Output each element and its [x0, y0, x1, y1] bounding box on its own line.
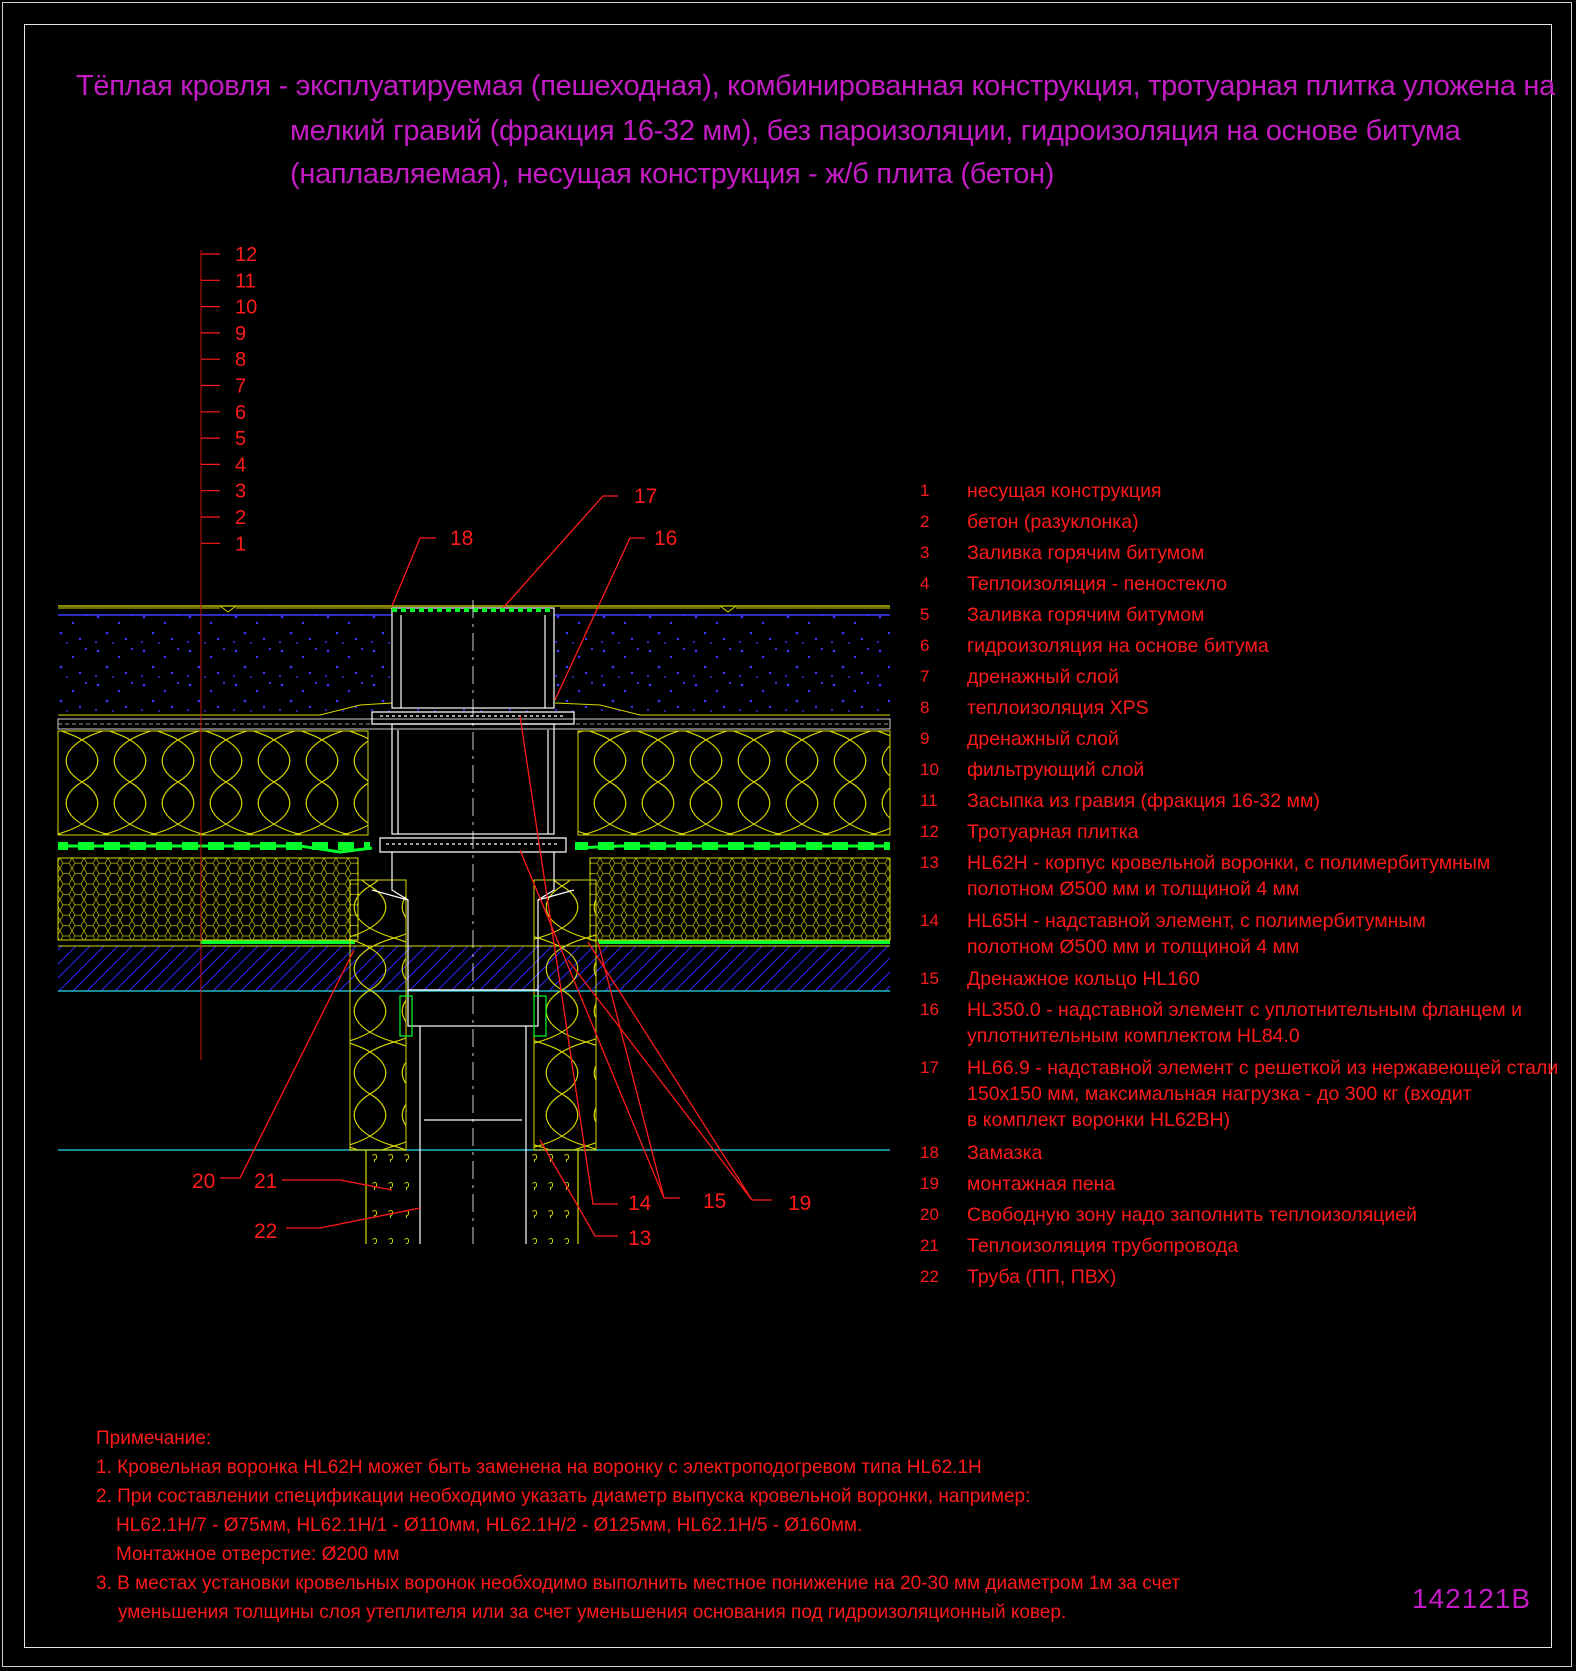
legend-text-line: бетон (разуклонка) [967, 511, 1139, 533]
note-2-examples: HL62.1H/7 - Ø75мм, HL62.1H/1 - Ø110мм, HL62.1H/2 - Ø125мм, HL62.1H/5 - Ø160мм. [116, 1515, 863, 1536]
legend-text-line: дренажный слой [967, 666, 1119, 688]
legend-text-line: Тротуарная плитка [967, 821, 1139, 843]
legend-text-line: Теплоизоляция трубопровода [967, 1235, 1239, 1257]
foamglass-insulation [58, 858, 890, 940]
legend-number: 21 [920, 1236, 939, 1255]
scale-label: 10 [235, 296, 258, 319]
notes-heading: Примечание: [96, 1428, 212, 1449]
legend-text [967, 695, 1149, 721]
legend-number: 18 [920, 1143, 939, 1162]
legend-text-line: уплотнительным комплектом HL84.0 [967, 1025, 1300, 1047]
legend-number: 2 [920, 512, 930, 531]
legend-text-line: 150x150 мм, максимальная нагрузка - до 300 кг (входит [967, 1083, 1472, 1105]
note-3-cont: уменьшения толщины слоя утеплителя или за счет уменьшения основания под гидроизоляционный ковер. [118, 1602, 1067, 1623]
legend-text-line: Теплоизоляция - пеностекло [967, 573, 1228, 595]
legend-text [967, 478, 1162, 504]
scale-label: 6 [235, 401, 247, 424]
legend-number: 11 [920, 791, 938, 810]
callout-19: 19 [788, 1192, 812, 1215]
legend-number: 14 [920, 911, 939, 930]
legend-text [967, 664, 1119, 690]
legend-number: 3 [920, 543, 930, 562]
layer-scale-ticks [201, 254, 220, 543]
legend-text [967, 1140, 1042, 1166]
legend-number: 8 [920, 698, 930, 717]
scale-label: 7 [235, 375, 247, 398]
legend-number: 1 [920, 481, 930, 500]
note-2-hole: Монтажное отверстие: Ø200 мм [116, 1544, 400, 1565]
callout-17: 17 [634, 485, 658, 508]
callout-21: 21 [254, 1170, 278, 1193]
legend-text [967, 1171, 1115, 1197]
legend-text [967, 997, 1522, 1049]
scale-label: 2 [235, 507, 247, 529]
legend-text-line: HL62H - корпус кровельной воронки, с полимербитумным [967, 852, 1491, 874]
note-2: 2. При составлении спецификации необходимо указать диаметр выпуска кровельной воронки, например: [96, 1486, 1031, 1507]
legend-text [967, 1202, 1417, 1228]
title-line-3: (наплавляемая), несущая конструкция - ж/б плита (бетон) [290, 158, 1055, 190]
scale-label: 1 [235, 533, 247, 556]
legend-number: 4 [920, 574, 930, 593]
legend-text-line: HL350.0 - надставной элемент с уплотнительным фланцем и [967, 999, 1523, 1021]
legend-number: 13 [920, 853, 939, 872]
drawing-code: 142121B [1412, 1583, 1532, 1614]
scale-label: 12 [235, 244, 258, 266]
legend-text-line: Дренажное кольцо HL160 [967, 968, 1200, 990]
legend-text-line: дренажный слой [967, 728, 1119, 750]
legend-text [967, 571, 1227, 597]
legend-text-line: Замазка [967, 1142, 1043, 1164]
legend-text-line: в комплект воронки HL62BH) [967, 1109, 1231, 1131]
legend-text [967, 509, 1139, 535]
legend-number: 15 [920, 969, 939, 988]
legend-text-line: полотном Ø500 мм и толщиной 4 мм [967, 878, 1300, 900]
callout-16: 16 [654, 527, 678, 550]
legend-text-line: Труба (ПП, ПВХ) [967, 1266, 1117, 1288]
scale-label: 5 [235, 428, 247, 451]
legend-text [967, 540, 1204, 566]
legend-text-line: фильтрующий слой [967, 759, 1145, 781]
legend-text [967, 1264, 1116, 1290]
legend-text [967, 726, 1119, 752]
legend-number: 9 [920, 729, 930, 748]
legend-number: 6 [920, 636, 930, 655]
legend-number: 7 [920, 667, 930, 686]
scale-label: 3 [235, 480, 247, 503]
legend-text [967, 1233, 1238, 1259]
notes [96, 1424, 1180, 1627]
legend-text [967, 602, 1204, 628]
legend-text-line: Заливка горячим битумом [967, 542, 1205, 564]
legend-text [967, 757, 1144, 783]
legend-text [967, 788, 1320, 814]
legend-text-line: полотном Ø500 мм и толщиной 4 мм [967, 936, 1300, 958]
title-line-2: мелкий гравий (фракция 16-32 мм), без пароизоляции, гидроизоляция на основе битума [290, 115, 1461, 147]
legend-text [967, 819, 1139, 845]
legend-text-line: монтажная пена [967, 1173, 1116, 1195]
callout-14: 14 [628, 1192, 652, 1215]
legend-text [967, 966, 1200, 992]
legend-text-line: Свободную зону надо заполнить теплоизоляцией [967, 1204, 1417, 1226]
legend-number: 12 [920, 822, 939, 841]
legend-text-line: гидроизоляция на основе битума [967, 635, 1269, 657]
legend-number: 19 [920, 1174, 939, 1193]
legend-text [967, 1055, 1558, 1133]
scale-label: 11 [235, 270, 256, 293]
legend-text-line: HL65H - надставной элемент, с полимербитумным [967, 910, 1426, 932]
legend-text-line: теплоизоляция XPS [967, 697, 1149, 719]
legend-text-line: Заливка горячим битумом [967, 604, 1205, 626]
legend-number: 20 [920, 1205, 939, 1224]
legend-number: 17 [920, 1058, 939, 1077]
legend-text-line: HL66.9 - надставной элемент с решеткой из нержавеющей стали [967, 1057, 1559, 1079]
concrete-slope [58, 946, 890, 991]
callout-20: 20 [192, 1170, 216, 1193]
note-3: 3. В местах установки кровельных воронок необходимо выполнить местное понижение на 20-30 мм диаметром 1м за счет [96, 1573, 1181, 1594]
note-1: 1. Кровельная воронка HL62H может быть заменена на воронку с электроподогревом типа HL62.1H [96, 1457, 982, 1478]
pipe-insulation [366, 1150, 578, 1244]
legend-number: 16 [920, 1000, 939, 1019]
legend-text-line: несущая конструкция [967, 480, 1162, 502]
scale-label: 9 [235, 322, 247, 345]
callout-15: 15 [703, 1190, 727, 1213]
legend-text [967, 850, 1490, 902]
callout-22: 22 [254, 1220, 278, 1243]
layer-scale-labels [235, 244, 257, 555]
xps-insulation [58, 731, 890, 835]
legend-number: 10 [920, 760, 939, 779]
scale-label: 4 [235, 454, 247, 477]
legend-text [967, 908, 1426, 960]
callout-13: 13 [628, 1227, 652, 1250]
title-line-1: Тёплая кровля - эксплуатируемая (пешеходная), комбинированная конструкция, тротуарная плитка уложена на [76, 70, 1555, 102]
callout-18: 18 [450, 527, 474, 550]
legend-text-line: Засыпка из гравия (фракция 16-32 мм) [967, 790, 1320, 812]
scale-label: 8 [235, 349, 247, 372]
legend-number: 22 [920, 1267, 939, 1286]
legend-number: 5 [920, 605, 930, 624]
legend-text [967, 633, 1269, 659]
